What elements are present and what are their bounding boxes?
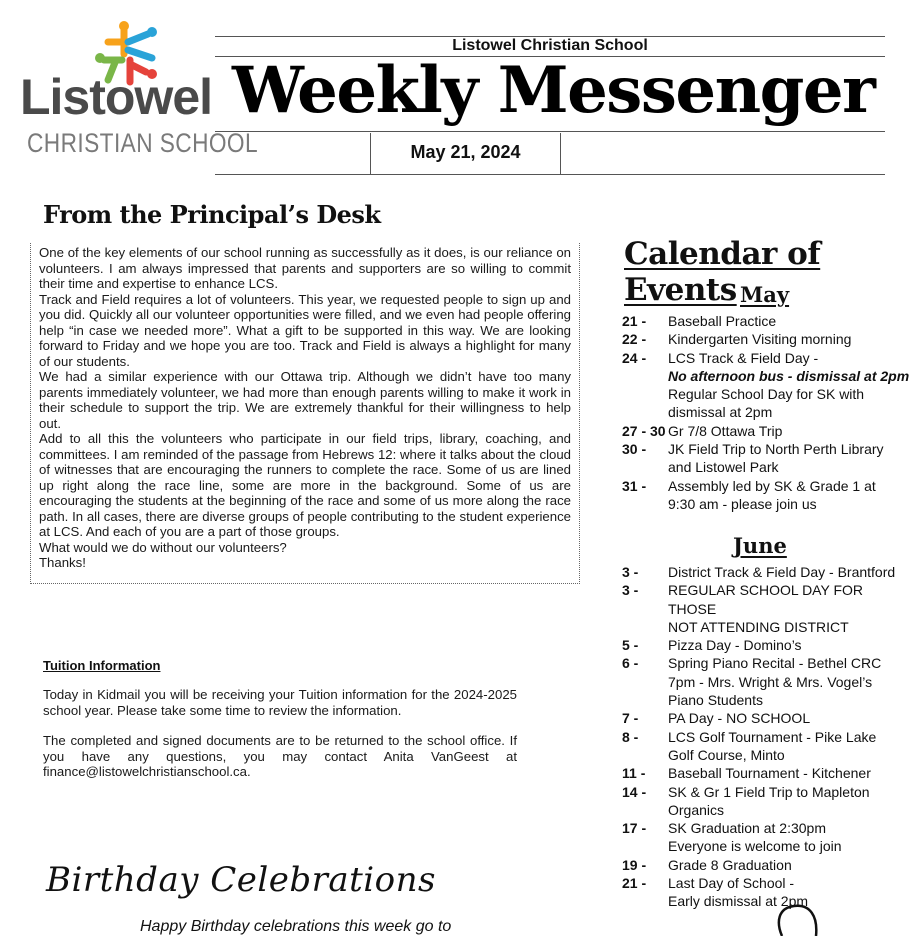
birthday-heading: Birthday Celebrations	[46, 860, 436, 900]
logo-subtitle: CHRISTIAN SCHOOL	[27, 128, 259, 158]
event-date: 19 -	[622, 856, 647, 873]
calendar-heading: Calendar of Events	[624, 236, 821, 308]
event-description	[668, 563, 912, 581]
calendar-event	[622, 349, 912, 422]
calendar-event	[622, 563, 912, 581]
logo-wordmark: Listowel	[20, 69, 213, 125]
school-name: Listowel Christian School	[452, 37, 648, 54]
calendar-event	[622, 856, 912, 874]
principal-paragraph: Track and Field requires a lot of volunteers. This year, we requested people to sign up and you did. Quickly all our volunteer opportunities were filled, and we even had people offering help “in case we needed more”. What a gift to be supported in this way. We are looking forward to Friday and we hope you are too. Track and Field is always a highlight for many of our students.	[39, 291, 571, 369]
event-line: Regular School Day for SK with	[668, 386, 865, 403]
event-date: 17 -	[622, 820, 647, 837]
event-line: and Listowel Park	[668, 459, 779, 476]
principal-text	[39, 245, 571, 571]
event-description	[668, 636, 912, 654]
event-date: 27 - 30	[622, 422, 666, 439]
month-june-heading: June	[733, 533, 787, 558]
principal-paragraph: One of the key elements of our school running as successfully as it does, is our reliance on volunteers. I am always impressed that parents and supporters are so willing to commit their time and expertise to enhance LCS.	[39, 245, 571, 291]
june-events-list	[622, 563, 912, 911]
calendar-event	[622, 312, 912, 330]
balloon-doodle-icon	[772, 902, 820, 936]
event-date: 22 -	[622, 331, 647, 348]
calendar-event	[622, 330, 912, 348]
masthead-rule-3	[215, 131, 885, 132]
event-description	[668, 819, 912, 856]
event-line: Baseball Tournament - Kitchener	[668, 765, 871, 782]
event-description	[668, 312, 912, 330]
event-emphasis: No afternoon bus - dismissal at 2pm	[668, 367, 910, 384]
event-line: Early dismissal at 2pm	[668, 893, 809, 910]
masthead-rule-bottom	[215, 174, 885, 175]
tuition-paragraph-2: The completed and signed documents are to be returned to the school office. If you have any questions, you may contact Anita VanGeest at finance@listowelchristianschool.ca.	[43, 733, 517, 779]
calendar-event	[622, 636, 912, 654]
principal-paragraph: Add to all this the volunteers who participate in our field trips, library, coaching, and committees. I am reminded of the passage from Hebrews 12: where it talks about the cloud of witnesses that are encouraging the runners to complete the race. Some of us are lined up right along the race line, some are more in the background. Some of us are encouraging the students at the beginning of the race and some of us more along the race path. In all cases, there are diverse groups of people contributing to the student experience at LCS. And each of you are a part of those groups.	[39, 431, 571, 539]
calendar-event	[622, 764, 912, 782]
event-date: 21 -	[622, 875, 647, 892]
calendar-event	[622, 422, 912, 440]
event-date: 21 -	[622, 313, 647, 329]
event-description	[668, 709, 912, 727]
event-line: Everyone is welcome to join	[668, 838, 842, 855]
month-may-heading: May	[740, 282, 790, 307]
tuition-heading: Tuition Information	[43, 658, 161, 673]
event-line: 9:30 am - please join us	[668, 495, 817, 512]
principal-paragraph: What would we do without our volunteers?	[39, 539, 287, 555]
event-line: Assembly led by SK & Grade 1 at	[668, 477, 876, 494]
event-line: REGULAR SCHOOL DAY FOR THOSE	[668, 582, 864, 617]
event-description	[668, 856, 912, 874]
event-line: Piano Students	[668, 692, 763, 709]
calendar-event	[622, 709, 912, 727]
event-date: 31 -	[622, 477, 647, 494]
event-line: Grade 8 Graduation	[668, 856, 792, 873]
event-date: 24 -	[622, 349, 647, 366]
event-description	[668, 764, 912, 782]
event-line: JK Field Trip to North Perth Library	[668, 441, 884, 458]
may-events-list	[622, 312, 912, 513]
event-description	[668, 440, 912, 477]
event-date: 7 -	[622, 710, 639, 727]
event-line: LCS Golf Tournament - Pike Lake	[668, 728, 877, 745]
event-line: Spring Piano Recital - Bethel CRC	[668, 655, 882, 672]
tuition-paragraph-1: Today in Kidmail you will be receiving your Tuition information for the 2024-2025 school year. Please take some time to review the information.	[43, 687, 517, 718]
event-line: PA Day - NO SCHOOL	[668, 710, 811, 727]
event-date: 3 -	[622, 582, 639, 599]
event-line: Golf Course, Minto	[668, 746, 785, 763]
event-line: Baseball Practice	[668, 313, 777, 329]
birthday-text: Happy Birthday celebrations this week go to	[140, 918, 452, 935]
event-line: Organics	[668, 801, 725, 818]
calendar-event	[622, 783, 912, 820]
calendar-event	[622, 819, 912, 856]
event-description	[668, 581, 912, 636]
event-line: Kindergarten Visiting morning	[668, 331, 852, 348]
event-date: 8 -	[622, 728, 639, 745]
principal-heading: From the Principal’s Desk	[43, 200, 381, 229]
event-line: Pizza Day - Domino’s	[668, 637, 802, 654]
event-line: Last Day of School -	[668, 875, 795, 892]
event-description	[668, 349, 912, 422]
principal-paragraph: Thanks!	[39, 555, 86, 570]
event-date: 5 -	[622, 637, 639, 654]
event-description	[668, 477, 912, 514]
event-description	[668, 330, 912, 348]
principal-paragraph: We had a similar experience with our Ottawa trip. Although we didn’t have too many parents immediately volunteer, we had more than enough parents willing to make it work in their schedule to support the trip. We are extremely thankful for their willingness to help out.	[39, 369, 571, 431]
event-line: dismissal at 2pm	[668, 404, 773, 421]
event-date: 11 -	[622, 765, 646, 782]
event-description	[668, 422, 912, 440]
issue-date: May 21, 2024	[410, 142, 521, 162]
event-line: 7pm - Mrs. Wright & Mrs. Vogel’s	[668, 673, 873, 690]
calendar-event	[622, 654, 912, 709]
masthead-title: Weekly Messenger	[232, 53, 875, 128]
event-line: NOT ATTENDING DISTRICT	[668, 618, 849, 635]
event-line: District Track & Field Day - Brantford	[668, 564, 896, 580]
event-date: 14 -	[622, 783, 647, 800]
calendar-event	[622, 440, 912, 477]
event-line: SK & Gr 1 Field Trip to Mapleton	[668, 783, 870, 800]
event-description	[668, 783, 912, 820]
event-line: LCS Track & Field Day -	[668, 349, 819, 366]
calendar-event	[622, 581, 912, 636]
calendar-event	[622, 477, 912, 514]
event-date: 30 -	[622, 441, 647, 458]
event-line: Gr 7/8 Ottawa Trip	[668, 422, 783, 439]
event-date: 3 -	[622, 564, 639, 580]
event-description	[668, 654, 912, 709]
event-description	[668, 728, 912, 765]
event-date: 6 -	[622, 655, 639, 672]
event-line: SK Graduation at 2:30pm	[668, 820, 826, 837]
calendar-event	[622, 728, 912, 765]
calendar-event	[622, 874, 912, 911]
